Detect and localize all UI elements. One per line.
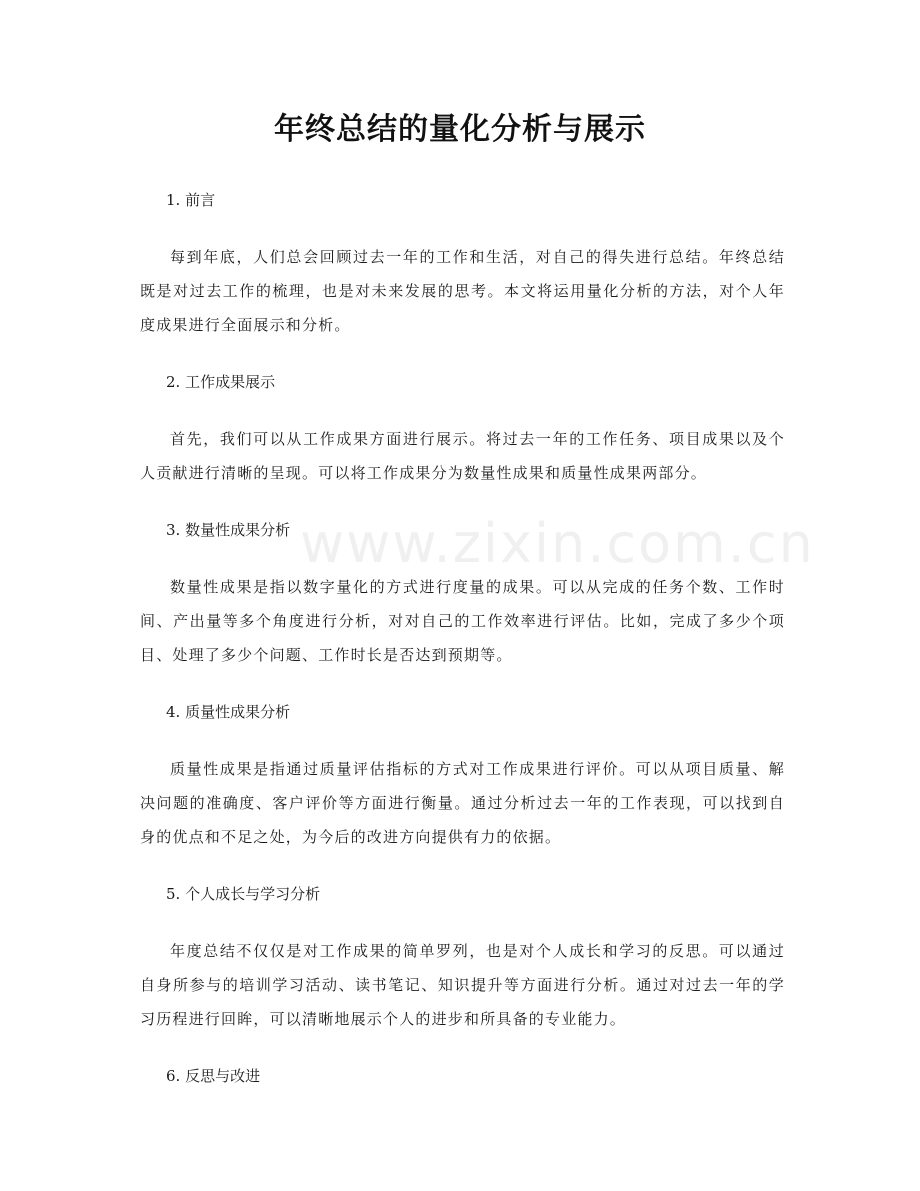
section-heading-reflection: 6. 反思与改进 xyxy=(166,1067,261,1085)
section-heading-quantitative: 3. 数量性成果分析 xyxy=(166,521,291,539)
section-heading-preface: 1. 前言 xyxy=(166,191,216,209)
section-paragraph-work-results: 首先，我们可以从工作成果方面进行展示。将过去一年的工作任务、项目成果以及个人贡献进行清晰的呈现。可以将工作成果分为数量性成果和质量性成果两部分。 xyxy=(140,430,785,482)
section-paragraph-growth: 年度总结不仅仅是对工作成果的简单罗列，也是对个人成长和学习的反思。可以通过自身所参与的培训学习活动、读书笔记、知识提升等方面进行分析。通过对过去一年的学习历程进行回眸，可以清晰地展示个人的进步和所具备的专业能力。 xyxy=(140,942,785,1028)
section-paragraph-preface: 每到年底，人们总会回顾过去一年的工作和生活，对自己的得失进行总结。年终总结既是对过去工作的梳理，也是对未来发展的思考。本文将运用量化分析的方法，对个人年度成果进行全面展示和分析。 xyxy=(140,248,785,334)
document-body xyxy=(140,186,815,1116)
document-title: 年终总结的量化分析与展示 xyxy=(274,112,646,147)
watermark-text: www.zixin.com.cn xyxy=(300,512,815,575)
section-paragraph-qualitative: 质量性成果是指通过质量评估指标的方式对工作成果进行评价。可以从项目质量、解决问题的准确度、客户评价等方面进行衡量。通过分析过去一年的工作表现，可以找到自身的优点和不足之处，为今后的改进方向提供有力的依据。 xyxy=(140,760,785,846)
section-heading-growth: 5. 个人成长与学习分析 xyxy=(166,885,321,903)
section-heading-qualitative: 4. 质量性成果分析 xyxy=(166,703,291,721)
section-heading-work-results: 2. 工作成果展示 xyxy=(166,373,276,391)
section-paragraph-quantitative: 数量性成果是指以数字量化的方式进行度量的成果。可以从完成的任务个数、工作时间、产出量等多个角度进行分析，对对自己的工作效率进行评估。比如，完成了多少个项目、处理了多少个问题、工作时长是否达到预期等。 xyxy=(140,578,785,664)
